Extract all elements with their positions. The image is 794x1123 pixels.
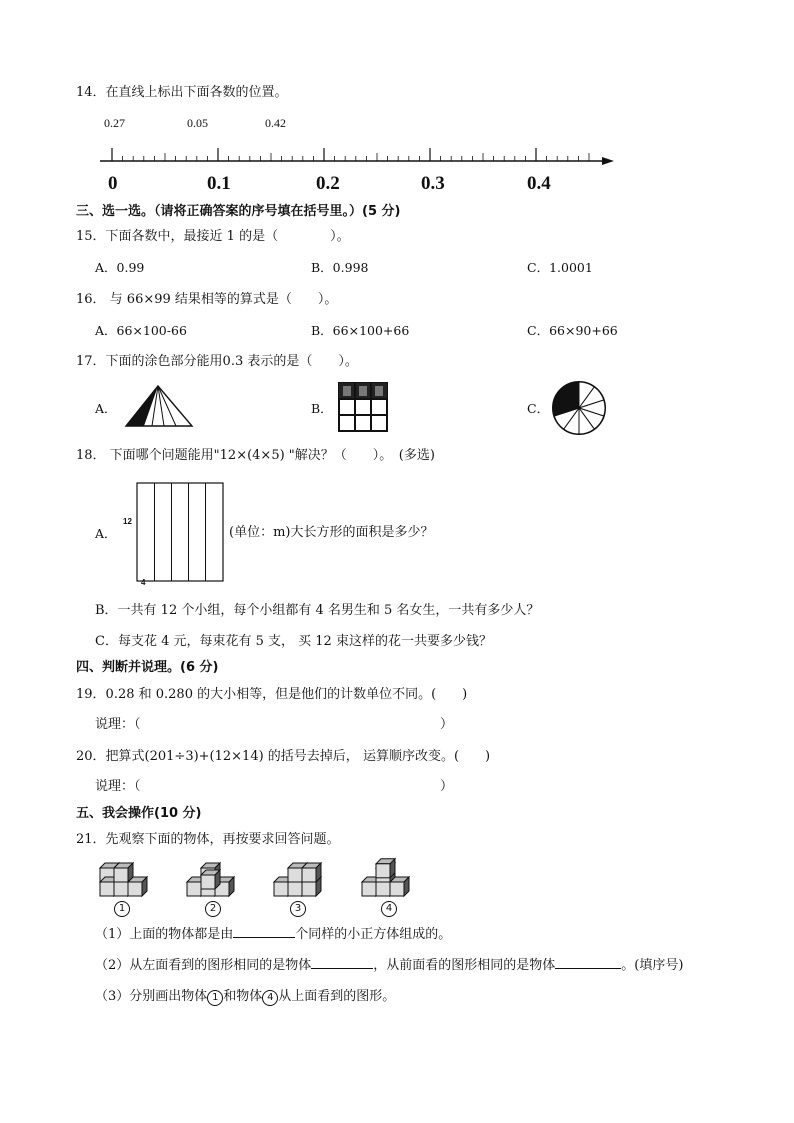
q21-stem: 21．先观察下面的物体，再按要求回答问题。 (76, 832, 340, 847)
grid-figure (338, 382, 390, 434)
q18-option-a: A． (95, 526, 117, 541)
figure-side-label: 12 (123, 517, 132, 526)
q18-option-b: B．一共有 12 个小组，每个小组都有 4 名男生和 5 名女生，一共有多少人？ (95, 603, 540, 618)
tick-label: 0.1 (207, 173, 231, 194)
tick-label: 0.3 (421, 173, 445, 194)
blank-left-view[interactable] (311, 968, 373, 969)
q21-sub1 (95, 926, 451, 944)
q14-title: 14．在直线上标出下面各数的位置。 (76, 85, 288, 100)
object-label: 1 (114, 901, 130, 917)
cube (201, 870, 220, 889)
q16-option-b: B．66×100+66 (311, 323, 410, 338)
number-line (0, 0, 794, 200)
q21-sub3-part-b: 和物体 (223, 989, 263, 1004)
q16-option-c: C．66×90+66 (527, 323, 618, 338)
circle-figure (551, 380, 607, 436)
blank-front-view[interactable] (555, 968, 621, 969)
cube-object-3 (272, 858, 338, 898)
value-label: 0.05 (187, 116, 208, 130)
q21-sub1-part-b: 个同样的小正方体组成的。 (295, 927, 452, 942)
q20-explain-close: ） (440, 779, 454, 794)
cube-object-4 (360, 858, 420, 898)
q21-sub2-part-b: ，从前面看的图形相同的是物体 (373, 958, 556, 973)
q19-explain-close: ） (440, 717, 454, 732)
cube (302, 863, 321, 882)
q17-option-b: B． (311, 401, 333, 416)
cube-object-1 (98, 858, 158, 898)
q21-sub2-part-c: 。(填序号) (621, 958, 684, 973)
object-ref: 4 (262, 990, 278, 1006)
q15-option-b: B．0.998 (311, 260, 369, 275)
tick-label: 0 (108, 173, 118, 194)
section-header: 五、我会操作(10 分) (76, 806, 202, 821)
object-ref: 1 (207, 990, 223, 1006)
object-label: 3 (290, 901, 306, 917)
q16-option-a: A．66×100-66 (95, 323, 187, 338)
q21-sub1-part-a: （1）上面的物体都是由 (95, 927, 234, 942)
q20-explain-label: 说理：（ (95, 779, 141, 794)
q15-option-c: C．1.0001 (527, 260, 593, 275)
object-label: 2 (205, 901, 221, 917)
q18-stem: 18． 下面哪个问题能用"12×(4×5) "解决？（ ）。 (多选) (76, 448, 435, 463)
tick-label: 0.4 (527, 173, 551, 194)
q17-option-c: C． (527, 401, 550, 416)
q21-sub3 (95, 988, 395, 1006)
q17-stem: 17．下面的涂色部分能用0.3 表示的是（ ）。 (76, 354, 358, 369)
section-header: 四、判断并说理。(6 分) (76, 660, 219, 675)
q21-sub2 (95, 957, 683, 975)
q19-explain-label: 说理：（ (95, 717, 141, 732)
cube-object-2 (185, 858, 245, 898)
q18-option-c: C．每支花 4 元，每束花有 5 支， 买 12 束这样的花一共要多少钱？ (95, 634, 492, 649)
figure-bottom-label: 4 (141, 578, 146, 587)
q20-stem: 20．把算式(201÷3)+(12×14) 的括号去掉后， 运算顺序改变。( ) (76, 749, 491, 764)
blank-cube-count[interactable] (233, 937, 295, 938)
cube (376, 859, 395, 878)
q15-stem: 15．下面各数中，最接近 1 的是（ ）。 (76, 229, 350, 244)
q18-option-a-text: (单位：m)大长方形的面积是多少？ (229, 525, 434, 540)
triangle-figure (124, 384, 194, 429)
section-header: 三、选一选。（请将正确答案的序号填在括号里。）(5 分) (76, 204, 401, 219)
q21-sub3-part-c: 从上面看到的图形。 (278, 989, 396, 1004)
q15-option-a: A．0.99 (95, 260, 145, 275)
tick-label: 0.2 (316, 173, 340, 194)
q21-sub3-part-a: （3）分别画出物体 (95, 989, 208, 1004)
rectangle-figure (136, 482, 226, 584)
object-label: 4 (381, 901, 397, 917)
q16-stem: 16． 与 66×99 结果相等的算式是（ ）。 (76, 292, 338, 307)
q19-stem: 19．0.28 和 0.280 的大小相等，但是他们的计数单位不同。( ) (76, 687, 468, 702)
cube (114, 863, 133, 882)
value-label: 0.27 (104, 116, 125, 130)
q17-option-a: A． (95, 401, 117, 416)
value-label: 0.42 (265, 116, 286, 130)
q21-sub2-part-a: （2）从左面看到的图形相同的是物体 (95, 958, 312, 973)
